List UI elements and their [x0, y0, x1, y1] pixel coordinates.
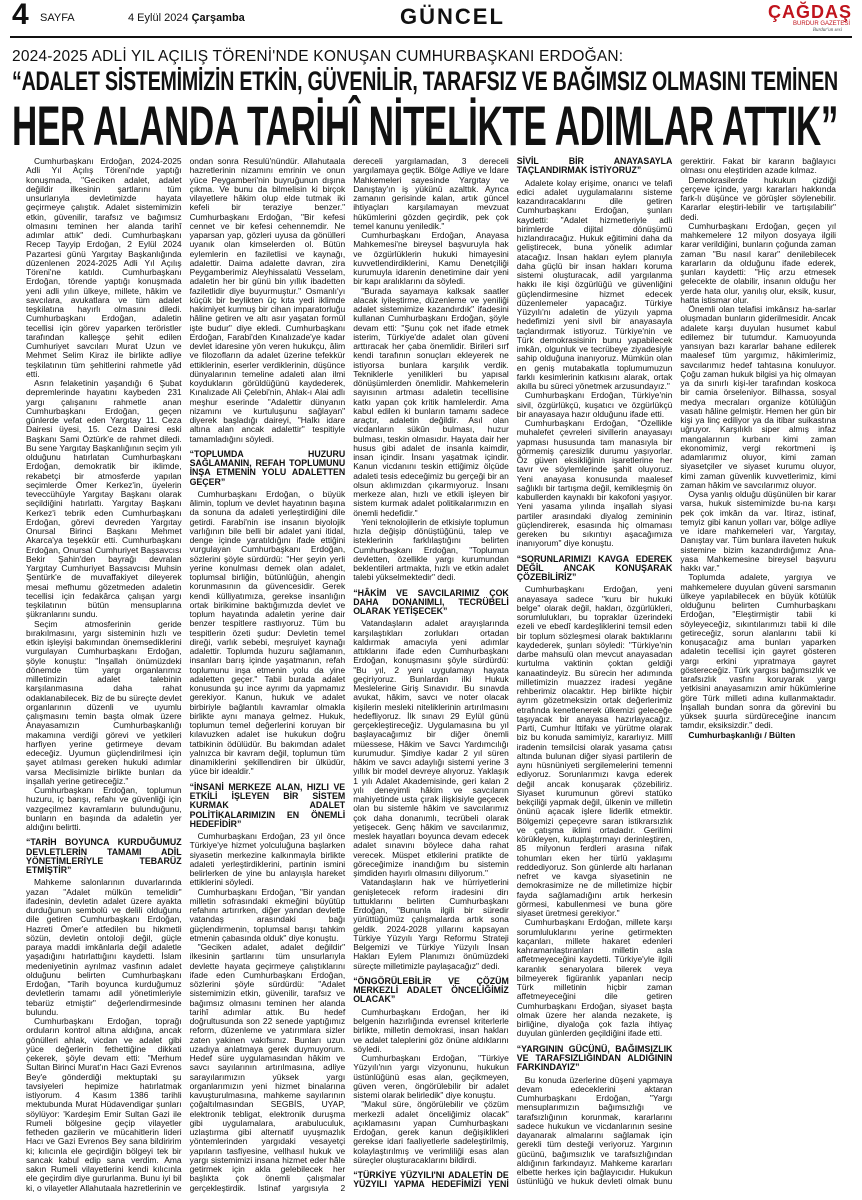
subheading: “İNSANİ MERKEZE ALAN, HIZLI VE ETKİLİ İŞLEYEN BİR SİSTEM KURMAK ADALET POLİTİKALARIMIZIN EN ÖNEMLİ HEDEFİDİR”	[189, 781, 346, 829]
subheading: “YARGININ GÜCÜNÜ, BAĞIMSIZLIK VE TARAFSIZLIĞINDAN ALDIĞININ FARKINDAYIZ”	[516, 1043, 673, 1073]
masthead-rule	[10, 36, 852, 38]
subheading: “TÜRKİYE YÜZYILI'NI ADALETİN DE YÜZYILI YAPMA HEDEFİMİZİ YENİ SİVİL BİR ANAYASAYLA TAÇLANDIRMAK İSTİYORUZ”	[353, 156, 673, 1190]
article-paragraph: Yeni teknolojilerin de etkisiyle toplumun hızla değişip dönüştüğünü, talep ve isteklerinin farklılaştığını belirten Cumhurbaşkanı Erdoğan, "Toplumun devletten, özellikle yargı kurumundan beklentileri artmakta, hızlı ve etkin adalet talebi yükselmektedir" dedi.	[353, 516, 509, 583]
article-paragraph: Seçim atmosferinin geride bırakılmasını, yargı sisteminin hızlı ve etkin işleyişi bakımından önemsediklerini vurgulayan Cumhurbaşkanı Erdoğan, şöyle konuştu: "İnşallah önümüzdeki dönemde tüm yargı organlarımız milletimizin adalet talebinin karşılanmasına daha rahat odaklanabilecek. Biz de bu süreçte devlet organlarının düzenli ve uyumlu çalışmasını temin başta olmak üzere Anayasamızın Cumhurbaşkanlığı makamına verdiği görevi ve yetkileri harfiyen yerine getirmeye devam edeceğiz. Uyumun güçlendirilmesi için şayet atılması gereken hukuki adımlar varsa Meclisimizle birlikte bunları da inşallah yerine getireceğiz."	[26, 618, 182, 786]
article-paragraph: Bu konuda üzerlerine düşeni yapmaya devam edeceklerini aktaran Cumhurbaşkanı Erdoğan, "Yargı mensuplarımızın bağımsızlığı ve tarafsızlığının korunmak, kararlarını sadece hukukun ve vicdanlarının sesine dayanarak almalarını sağlamak için gerekli tüm desteği veriyoruz. Yargının gücünü, bağımsızlık ve tarafsızlığından aldığının farkındayız. Mahkeme kararları elbette herkes için bağlayıcıdır. Hukukun üstünlüğü ve hukuk devleti olmak bunu gerektirir. Fakat bir kararın bağlayıcı olması onu eleştiriden azade kılmaz.	[516, 156, 836, 1187]
article-paragraph: Cumhurbaşkanı Erdoğan, toprağı orduların kontrol altına aldığına, ancak gönülleri ahlak, vicdan ve adalet gibi yüce değerlerin fethettiğine dikkati çekerek, şöyle devam etti: "Merhum Sultan Birinci Murat'ın Hacı Gazi Evrenos Bey'e gönderdiği mektuptaki şu tavsiyeleri hepimize hatırlatmak istiyorum. 4 Kasım 1386 tarihli mektubunda Murat Hüdavendigar şunları söylüyor: 'Kardeşim Emir Sultan Gazi ile Rumeli bölgesine geçip vilayetler fetheden gazilerin ve mücahitlerin lideri Hacı ve Gazi Evrenos Bey sana bildiririm ki; kılıcınla ele geçirdiğin bölgeyi tek bir sancak kabul edip sana verdim. Ama sakın Rumeli vilayetlerini kendi kılıcınla ele geçirdim diye gururlanma. Bunu iyi bil ki, o vilayetler Allahutaala hazretlerinin ve ondan sonra Resulü'nündür. Allahutaala hazretlerinin nizamını emrinin ve onun yüce Peygamberi'nin buyruğunun dışına çıkma. Ve bunu da bilmelisin ki birçok vilayetlere hâkim olup elde tutmak iki kefeli bir teraziye benzer." Cumhurbaşkanı Erdoğan, "Bir kefesi cennet ve bir kefesi cehennemdir. Ne yaparsan yap, gözleri uyusa da gönülleri uyanık olan kimselerden ol. Bütün eylemlerin en faziletlisi ve kaynağı, adalettir. Daima adalette davran, zira Peygamberimiz Aleyhissalatü Vesselam, adaletin her bir günü bin yıllık ibadetten faziletlidir diye buyurmuştur." Osmanlı'yı küçük bir beylikten üç kıta yedi iklimde hakimiyet kurmuş bir cihan imparatorluğu hâline getiren ve altı asır yaşatan formül işte budur" diye ekledi. Cumhurbaşkanı Erdoğan, Farabi'den Kınalızade'ye kadar devlet idaresine yön veren hukukçu, âlim ve filozofların da adalet üzerine tefekkür ettiklerinin, eserler verdiklerinin, düşünce dünyalarının temeline adaleti alan ilmi koydukların görüldüğünü kaydederek, Kınalızade Ali Çelebi'nin, Ahlak-ı Alai adlı meşhur eserinde "Adalettir dünyanın nizamını ve kurtuluşunu sağlayan" diyerek başladığı daireyi, "Halkı idare altına alan ancak adalettir" tespitiyle tamamladığını söyledi.	[26, 156, 346, 1193]
article-paragraph: Demokrasilerde hukukun çizdiği çerçeve içinde, yargı kararları hakkında fark-lı düşünce ve görüşler söylenebilir. Kararlar eleştiri-lebilir ve tartışılabilir" dedi.	[680, 174, 836, 222]
article-paragraph: Cumhurbaşkanı Erdoğan, her iki belgenin hazırlığında evrensel kriterlerle birlikte, milletin demokrasi, insan hakları ve adalet taleplerini göz önüne aldıklarını söyledi.	[353, 1006, 509, 1054]
article-paragraph: Önemli olan telafisi imkânsız ha-sarlar oluşmadan bunların giderilmesidir. Ancak adalete karşı duyulan husumet kabul edilemez bir tutumdur. Kamuoyunda yansıyan bazı kararlar bahane edilerek maalesef tüm yargımız, hâkimlerimiz, savcılarımız hedef tahtasına konuluyor. Çoğu zaman hukuk bilgisi ya hiç olmayan ya da sınırlı kişi-ler tarafından koskoca bir camia örseleniyor. Bilhassa, sosyal medya mecraları organize kötülüğün vasatı hâline gelmiştir. Hemen her gün bir kişi ya linç ediliyor ya da itibar suikastına uğruyor. Karşılıklı siper almış infaz mangalarının kurbanı kimi zaman ekonomimiz, vergi rekortmeni iş adamlarımız oluyor, kimi zaman siyasetçiler ve siyaset kurumu oluyor, kimi zaman güvenlik kuvvetlerimiz, kimi zaman hâkim ve savcılarımız oluyor.	[680, 304, 836, 490]
article-paragraph: "Makul süre, öngörülebilir ve çözüm merkezli adalet önceliğimiz olacak" açıklamasını yapan Cumhurbaşkanı Erdoğan, gerek kanun değişiklikleri gerekse idari faaliyetlerle sadeleştirilmiş, kolaylaştırılmış ve verimliliği esas alan süreçler oluşturacaklarını bildirdi.	[353, 1099, 509, 1165]
article-paragraph: "Burada sayamaya kalksak saatler alacak iyileştirme, düzenleme ve yeniliği adalet sistemimize kazandırdık" ifadesini kullanan Cumhurbaşkanı Erdoğan, şöyle devam etti: "Şunu çok net ifade etmek isterim, Türkiye'de adalet olan güveni arttıracak her çaba önemlidir. Birileri sırf kendi tarafının sonuçları ekleyerek ne istiyorsa bunlara karşılık verdik. Tekniklerle yenilikleri bu yapısal dönüşümlerden önemlidir. Mahkemelerin sayısının artması adaletin tecellisine katkı yapan çok kritik hamlelerdir. Ama kabul edilen ki bunların tamamı sadece araçtır, adaletin değildir. Asıl olan vicdanların sükûn bulması, huzur bulması, teskin olmasıdır. Hayata dair her husus gibi adalet de insanla kaimdir, insan içindir. İnsanı yaşatmak içindir. Kanun vicdanını teskin ettiğimiz ölçüde adaleti tesis edeceğimiz bu gerçeği bir an olsun aklımızdan çıkarmıyoruz. İnsanı merkeze alan, hızlı ve etkili işleyen bir sistem kurmak adalet politikalarımızın en önemli hedefidir."	[353, 285, 509, 518]
article-body	[26, 157, 836, 1195]
article-paragraph: Cumhurbaşkanı Erdoğan, 2024-2025 Adli Yıl Açılış Töreni'nde yaptığı konuşmada, "Geciken adalet, adalet değildir ilkesinin şartlarını tüm unsurlarıyla devletimizde hayata geçirmeye çalıştık. Adalet sistemimizin etkin, güvenilir, tarafsız ve bağımsız olmasını teminen her alanda tarihî adımlar attık" dedi. Cumhurbaşkanı Recep Tayyip Erdoğan, 2 Eylül 2024 Pazartesi günü Yargıtay Başkanlığında düzenlenen 2024-2025 Adli Yıl Açılış Töreni'ne katıldı. Cumhurbaşkanı Erdoğan, törende yaptığı konuşmada yeni adli yılın ülkeye, millete, hâkim ve savcılara, avukatlara ve tüm adalet teşkilatına hayırlı olmasını diledi. Cumhurbaşkanı Erdoğan, adaletin tecellisi için görev yaparken teröristler tarafından kalleşçe şehit edilen Cumhuriyet savcıları Murat Uzun ve Mehmet Selim Kiraz ile birlikte adliye teşkilatının tüm şehitlerini rahmetle yâd etti.	[26, 156, 182, 379]
article-paragraph: Adalete kolay erişime, onarıcı ve telafi edici adalet uygulamalarını sisteme kazandıracaklarını dile getiren Cumhurbaşkanı Erdoğan, şunları kaydetti: "Adalet hizmetleriyle adli birimlerde dijital dönüşümü hızlandıracağız. Hukuk eğitimini daha da geliştirecek, buna yönelik adımlar atacağız. İnsan hakları eylem planıyla daha güçlü bir insan hakları koruma sistemi oluşturacak, adil yargılanma hakkı ile kişi özgürlüğü ve güvenliğini güçlendirmesine hizmet edecek düzenlemeler yapacağız. Türkiye Yüzyılı'nı adaletin de yüzyılı yapma hedefimizi yeni sivil bir anayasayla taçlandırmak istiyoruz. Türkiye'nin ve Türk demokrasisinin bunu yapabilecek imkân, olgunluk ve tecrübeye ziyadesiyle sahip olduğuna inanıyoruz. Mümkün olan en geniş mutabakatla toplumumuzun farklı kesimlerinin katkısını alarak, ortak akılla bu süreci yönetmek arzusundayız."	[516, 177, 673, 392]
logo-name: ÇAĞDAŞ	[767, 2, 852, 22]
article-signature: Cumhurbaşkanlığı / Bülten	[688, 729, 796, 740]
article-kicker: 2024-2025 ADLİ YIL AÇILIŞ TÖRENİ'NDE KONUŞAN CUMHURBAŞKANI ERDOĞAN:	[12, 48, 624, 65]
article-paragraph: Asrın felaketinin yaşandığı 6 Şubat depremlerinde hayatını kaybeden 231 yargı çalışanını rahmetle anan Cumhurbaşkanı Erdoğan, geçen günlerde vefat eden Yargıtay 11. Ceza Dairesi üyesi, 15. Ceza Dairesi eski Başkanı Sami Öztürk'e de rahmet diledi. Bu sene Yargıtay Başkanlığının seçim yılı olduğunu hatırlatan Cumhurbaşkanı Erdoğan, demokratik bir iklimde, rekabetçi bir atmosferde yapılan seçimlerde Ömer Kerkez'in, üyelerin teveccühüyle Yargıtay Başkanı olarak seçildiğini hatırlattı. Yargıtay Başkanı Kerkez'i tebrik eden Cumhurbaşkanı Erdoğan, görevi devreden Yargıtay Onursal Birinci Başkanı Mehmet Akarca'ya teşekkür etti. Cumhurbaşkanı Erdoğan, Onursal Cumhuriyet Başsavcısı Bekir Şahin'den bayrağı devralan Yargıtay Cumhuriyet Başsavcısı Muhsin Şentürk'e de muvaffakiyet dileyerek mesai mefhumu gözetmeden adaletin tecellisi için fedakârca çalışan yargı teşkilatının bütün mensuplarına şükranlarını sundu.	[26, 378, 182, 620]
subheading: “ÖNGÖRÜLEBİLİR VE ÇÖZÜM MERKEZLİ ADALET ÖNCELİĞİMİZ OLACAK”	[353, 975, 509, 1005]
article-paragraph: Vatandaşların adalet arayışlarında karşılaştıkları zorlukları ortadan kaldırmak amacıyla yeni adımlar attıklarını ifade eden Cumhurbaşkanı Erdoğan, konuşmasını şöyle sürdürdü: "Bu yıl, 2 yeni uygulamayı hayata geçiriyoruz. Bunlardan ilki Hukuk Meslelerine Giriş Sınavıdır. Bu sınavda avukat, hâkim, savcı ve noter olacak kişilerin mesleki niteliklerinin artırılmasını hedefliyoruz. İlk sınavı 29 Eylül günü gerçekleştireceğiz. Uygulamasına bu yıl başlayacağımız bir diğer önemli müessese, Hâkim ve Savcı Yardımcılığı kurumudur. Şimdiye kadar 2 yıl süren hâkim ve savcı adaylığı sistemi yerine 3 yıllık bir model devreye alıyoruz. Yaklaşık 1 yılı Adalet Akademisinde, geri kalan 2 yılı deneyimli hâkim ve savcıların mahiyetinde usta çırak ilişkisiyle geçecek olan bu sistemle hâkim ve savcılarımız çok daha donanımlı, tecrübeli olarak yetişecek. Genç hâkim ve savcılarımız, meslek hayatları boyunca devam edecek adalet sınavını böylece daha rahat verecek. Müspet etkilerini pratikte de göreceğimize inandığım bu sistemin şimdiden hayırlı olmasını diliyorum."	[353, 618, 509, 879]
page-word: SAYFA	[40, 12, 75, 24]
article-paragraph: Cumhurbaşkanı Erdoğan, o büyük âlimin, toplum ve devlet hayatının başına da sonuna da adaleti yerleştirdiğini dile getirdi. Farabi'nin ise insanın biyolojik varlığının bile belli bir adalet yani itidal, denge içinde yaratıldığını ifade ettiğini vurgulayan Cumhurbaşkanı Erdoğan, sözlerini şöyle sürdürdü: "Her şeyin yerli yerine konulması demek olan adalet, toplumsal birliğin, bütünlüğün, ahengin korunmasının da güvencesidir. Gerek kendi külliyatımıza, gerekse insanlığın ortak birikimine baktığımızda devlet ve toplum hayatında adaletin yerine dair benzer tespitlere rastlıyoruz. Tüm bu tespitlerin özeti şudur: Devletin temel direği, varlık sebebi, meşruiyet kaynağı adalettir. Toplumda huzuru sağlamanın, insanları barış içinde yaşatmanın, refah toplumunu inşa etmenin yolu da yine adaletten geçer." Tabii burada adalet konusunda şu ince ayrımı da yapmamız gerekiyor. Kanun, hukuk ve adalet birbiriyle bağlantılı kavramlar olmakla birlikte aynı manaya gelmez. Hukuk, toplumun temel değerlerini koruyan bir kılavuzken adalet ise hukukun doğru tatbikinin ödülüdür. Bu bakımdan adalet yalnızca bir kavram değil, toplumun tüm dinamiklerini şekillendiren bir ülküdür, yüce bir idealdir."	[189, 488, 346, 777]
article-paragraph: "Geciken adalet, adalet değildir" ilkesinin şartlarını tüm unsurlarıyla devlette hayata geçirmeye çalıştıklarını ifade eden Cumhurbaşkanı Erdoğan, sözlerini şöyle sürdürdü: "Adalet sistemimizin etkin, güvenilir, tarafsız ve bağımsız olmasını teminen her alanda tarihî adımlar attık. Bu hedef doğrultusunda son 22 senede yaptığımız reform, düzenleme ve yatırımlara sizler zaten yakinen vakıfsınız. Bunları uzun uzadıya anlatmaya gerek duymuyorum. Hedef süre uygulamasından hâkim ve savcı sayılarının artırılmasına, adliye sarayılarımızın yüksek yargı organlarımızın yeni hizmet binalarına kavuşturulmasına, mahkeme sayılarının çoğaltılmasından SEGBİS, UYAP, elektronik tebligat, elektronik duruşma gibi uygulamalara, arabuluculuk, uzlaştırma gibi alternatif uyuşmazlık yöntemlerinden yargıdaki vesayetçi yapıların tasfiyesine, vellhasıl hukuk ve yargı sistemimizi insana hizmet eder hâle getirmek için akla gelebilecek her başlıkta çok önemli çalışmalar gerçekleştirdik. İstinaf yargısıyla 2 dereceli yargılamadan, 3 dereceli yargılamaya geçtik. Bölge Adliye ve İdare Mahkemeleri sayesinde Yargıtay ve Danıştay'ın iş yükünü azalttık. Ayrıca zamanın gerisinde kalan, artık güncel ihtiyaçları karşılamayan mevzuat hükümlerini gözden geçirdik, pek çok temel kanunu yeniledik."	[189, 156, 509, 1193]
logo-sub: BURDUR GAZETESİ	[792, 21, 850, 27]
issue-weekday: Çarşamba	[191, 12, 245, 24]
subheading: “SORUNLARIMIZI KAVGA EDEREK DEĞİL ANCAK KONUŞARAK ÇÖZEBİLİRİZ”	[516, 553, 673, 583]
article-paragraph: Cumhurbaşkanı Erdoğan, yeni anayasaya sadece "kuru bir hukuki belge" olarak değil, hakları, özgürlükleri, sorumlulukları, bu topraklar üzerindeki ezeli ve ebedî kardeşliklerini temsil eden bir toplum sözleşmesi olarak baktıklarını kaydederek, şunları söyledi: "Türkiye'nin darbe mahsulü olan mevcut anayasadan kurtulma vaktinin çoktan geldiği kanaatindeyiz. Bu sürecin her adımında milletimizin muazzez iradesi yegâne rehberimiz olacaktır. Hep birlikte hiçbir ayrım gözetmeksizin ortak değerlerimiz etrafında kenetlenerek ülkemizi geleceğe taşıyacak bir anayasa hazırlayacağız. Parti, Cumhur İttifakı ve yürütme olarak biz bu konuda samimiyiz, kararlıyız. Millî iradenin temsilcisi olarak yasama çatısı altında bulunan diğer siyasi partilerin de aynı hüsnüniyeti sergilemelerini temenni ediyoruz. Sorunlarımızı kavga ederek değil ancak konuşarak çözebiliriz. Siyaset kurumunun görevi statüko bekçiliği yapmak değil, ülkenin ve milletin önünü açacak işlere liderlik etmektir. Bölgemizi çepeçevre saran istikrarsızlık ve çatışma iklimi ortadadır. Gerilimi körükleyen, kutuplaştırmayı derinleştiren, 85 milyonun ferdleri arasına nifak tohumları eken her türlü yaklaşımı reddediyoruz. Son günlerde altı harlanan nefret ve kavga siyasetinin ne demokrasimize ne de milletimize hiçbir fayda sağlamadığını artık herkesin görmesi, kabullenmesi ve buna göre siyaset üretmesi gerekiyor."	[516, 584, 673, 919]
logo-tagline: Burdur'un sesi	[812, 28, 842, 33]
article-paragraph: Cumhurbaşkanı Erdoğan, "Bir yandan milletin sofrasındaki ekmeğini büyütüp refahını artırırken, diğer yandan devletle vatandaş arasındaki bağı güçlendirmenin, toplumsal barışı tahkim etmenin çabasında olduk" diye konuştu.	[189, 886, 346, 943]
headline-line-2: HER ALANDA TARİHÎ NİTELİKTE ADIMLAR ATTIK”	[12, 94, 839, 157]
issue-date	[128, 12, 245, 24]
article-paragraph: Cumhurbaşkanı Erdoğan, geçen yıl mahkemelere 12 milyon dosyaya ilgili karar verildiğini, bunların çoğunda zaman zaman "Bu nasıl karar" denilebilecek kararların da olduğunu ifade ederek, şunları kaydetti: "Hiç arzu etmesek gelecekte de olabilir, insanın olduğu her yerde hata olur, yanılış olur, eksik, kusur, hatta istismar olur.	[680, 220, 836, 305]
article-paragraph: Mahkeme salonlarının duvarlarında yazan "Adalet mülkün temelidir" ifadesinin, devletin adalet üzere ayakta durduğunun sembolü ve delili olduğunu dile getiren Cumhurbaşkanı Erdoğan, Hazreti Ömer'e atfedilen bu hikmetli sözün, devletin ontoloji değil, güçle paraya maddi imkânlarla değil adaletle yaşadığını hatırlattığını kaydetti. İslam medeniyetinin ayrılmaz vasfının adalet olduğunu belirten Cumhurbaşkanı Erdoğan, "Tarih boyunca kurduğumuz devletlerin tamamı adil yönetimleriyle tebarüz etmiştir" değerlendirmesinde bulundu.	[26, 877, 182, 1017]
page-number: 4	[12, 0, 29, 31]
article-paragraph: Cumhurbaşkanı Erdoğan, "Türkiye Yüzyılı'nın yargı vizyonunu, hukukun üstünlüğünü esas alan, geçikmeyen, güven veren, öngörülebilir bir adalet sistemi olarak belirledik" diye konuştu.	[353, 1053, 509, 1101]
article-paragraph: Cumhurbaşkanı Erdoğan, "Özellikle muhalefet çevreleri sivillerin anayasayı yapması hususunda tam manasıyla bir görmemiş çaresizlik durumu yaşıyorlar. Öz güven eksikliğinin işaretlerine her tavır ve söylemlerinde şahit oluyoruz. Yeni anayasa konusunda maalesef sağlıklı bir tartışma değil, kemikleşmiş ön kabullerden kaynaklı bir kakofoni yaşıyor. Yeni yasama yılında inşallah siyasi partiler arasındaki diyalog zemininin güçlendirerek, esasında hiç olmaması gereken bu sıkıntıyı aşacağımıza inanıyorum" diye konuştu.	[516, 418, 673, 549]
article-paragraph: Cumhurbaşkanı Erdoğan, Anayasa Mahkemesi'ne bireysel başvuruyla hak ve özgürlüklerin hukuki himayesini kuvvetlendirdiklerini, Kamu Denetçiliği kurumuyla idarenin denetimine dair yeni bir kapı aralıklarını da söyledi.	[353, 230, 509, 287]
article-paragraph: Toplumda adalete, yargıya ve mahkemelere duyulan güveni sarsmanın ülkeye yapılabilecek en büyük kötülük olduğunu belirten Cumhurbaşkanı Erdoğan, "Eleştirmiştir tabii ki söyleyeceğiz, sıkıntılarımızı tabii ki dile getireceğiz, sorun alanlarını tabii ki konuşacağız ama bunları yaparken adaletin tecellisi için gayret gösteren yargı erkini yıpratmaya gayret göstereceğiz. Türk yargısı bağımsızlık ve tarafsızlık vasfını koruyarak yargı yetkisini anayasamızın amir hükümlerine göre Türk milleti adına kullanmaktadır. İnşallah bundan sonra da görevini bu yüksek şuurla sürdüreceğine inancım tamdır, eksiksizdir." dedi.	[680, 572, 836, 731]
subheading: “TOPLUMDA HUZURU SAĞLAMANIN, REFAH TOPLUMUNU İNŞA ETMENİN YOLU ADALETTEN GEÇER”	[189, 448, 346, 487]
article-paragraph: Cumhurbaşkanı Erdoğan, Türkiye'nin sivil, özgürlükçü, kuşatıcı ve özgürlükçü bir anayasaya hazır olduğunu ifade etti.	[516, 390, 673, 419]
article-paragraph: Vatandaşların hak ve hürriyetlerini genişletecek reform iradesini dirı tuttuklarını belirten Cumhurbaşkanı Erdoğan, "Bununla ilgili bir süredir yürüttüğümüz çalışmalarda artık sona geldik. 2024-2028 yıllarını kapsayan Türkiye Yüzyılı Yargı Reformu Strateji Belgemizi ve Türkiye Yüzyılı İnsan Hakları Eylem Planımızı önümüzdeki süreçte milletimizle paylaşacağız" dedi.	[353, 877, 509, 971]
subheading: “TARİH BOYUNCA KURDUĞUMUZ DEVLETLERİN TAMAMI ADİL YÖNETİMLERİYLE TEBARÜZ ETMİŞTİR”	[26, 837, 182, 876]
subheading: “HÂKİM VE SAVCILARIMIZ ÇOK DAHA DONANIMLI, TECRÜBELİ OLARAK YETİŞECEK”	[353, 587, 509, 617]
article-paragraph: Cumhurbaşkanı Erdoğan, millete karşı sorumluluklarını yerine getirmekten kaçanları, millete hakaret edenleri kahramanlaştıranları milletin asla affetmeyeceğini kaydetti. Türkiye'yle ilgili karanlık senaryolara bilerek veya bilmeyerek figüranlık yapanları necip Türk milletinin hiçbir zaman affetmeyeceğini dile getiren Cumhurbaşkanı Erdoğan, siyaset başta olmak üzere her alanda nezakete, iş birliğine, diyaloğa çok fazla ihtiyaç duyulan günlerden geçildiğini ifade etti.	[516, 917, 673, 1039]
masthead	[10, 2, 852, 34]
article-paragraph: Oysa yanlış olduğu düşünülen bir karar varsa, hukuk sistemimizde bu-na karşı pek çok imkân da var. İtiraz, istinaf, temyiz gibi kanun yolları var, bölge adliye ve idare mahkemeleri var, Yargıtay, Danıştay var. Tüm bunlara ilaveten hukuk sistemine bizim kazandırdığımız Ana-yasa Mahkemesine bireysel başvuru hakkı var."	[680, 489, 836, 573]
newspaper-logo	[742, 2, 852, 32]
section-title: GÜNCEL	[400, 4, 505, 29]
headline-line-1: “ADALET SİSTEMİMİZİN ETKİN, GÜVENİLİR, TARAFSIZ VE BAĞIMSIZ OLMASINI TEMİNEN	[12, 66, 838, 96]
article-paragraph: Cumhurbaşkanı Erdoğan, toplumun huzuru, iç barışı, refahı ve güvenliği için vazgeçilmez kavramların bulunduğunu, bunların en başında da adaletin yer aldığını belirtti.	[26, 785, 182, 832]
issue-date-text: 4 Eylül 2024	[128, 12, 189, 24]
article-paragraph: Cumhurbaşkanı Erdoğan, 23 yıl önce Türkiye'ye hizmet yolculuğuna başlarken siyasetin merkezine kalkınmayla birlikte adaleti yerleştirdiklerini, partinin ismini belirlerken de yine bu anlayışla hareket ettiklerini söyledi.	[189, 831, 346, 888]
